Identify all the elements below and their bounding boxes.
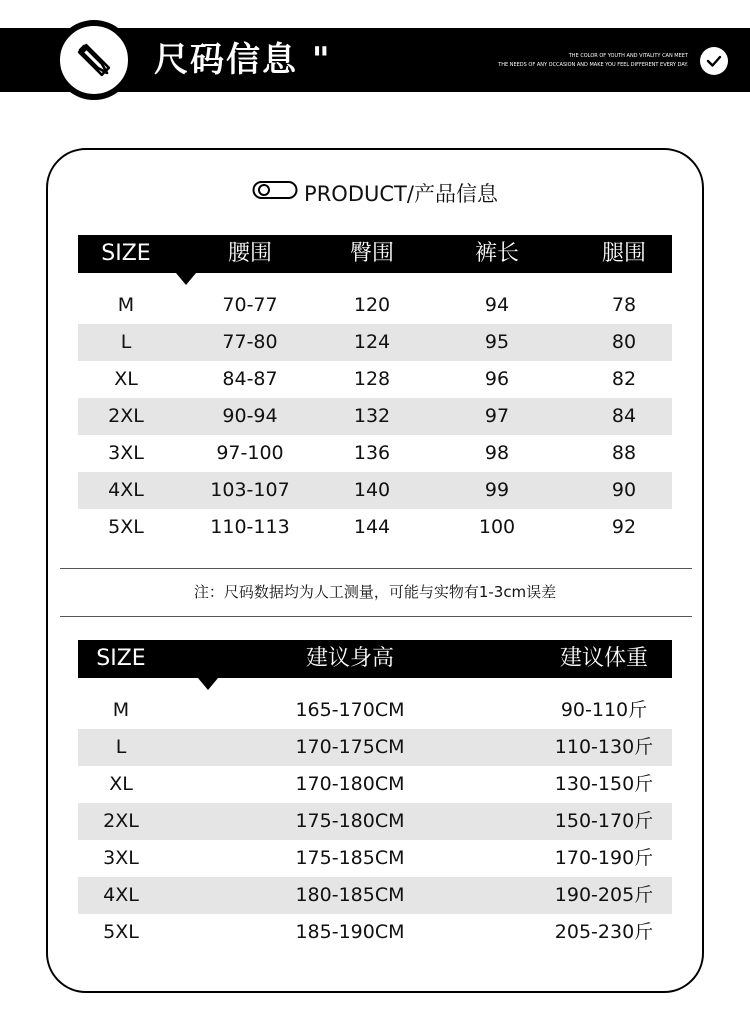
table-cell: 96	[484, 368, 510, 390]
table-cell: M	[112, 699, 130, 721]
table-cell: L	[120, 331, 132, 353]
table-cell: 5XL	[103, 921, 139, 943]
column-header: 腿围	[601, 241, 646, 266]
table-cell: 97-100	[216, 442, 284, 464]
column-header: 裤长	[474, 241, 519, 266]
table-cell: 90	[611, 479, 637, 501]
table-cell: 84-87	[222, 368, 278, 390]
table-cell: 70-77	[222, 294, 278, 316]
table-cell: XL	[109, 773, 133, 795]
table-cell: 185-190CM	[295, 921, 405, 943]
header-pointer	[176, 273, 196, 285]
table-cell: 90-110斤	[560, 699, 648, 721]
table-cell: 78	[611, 294, 637, 316]
table-header	[78, 640, 672, 678]
table-cell: 84	[611, 405, 637, 427]
table-cell: 88	[611, 442, 637, 464]
table-cell: 4XL	[103, 884, 139, 906]
table-cell: 77-80	[222, 331, 278, 353]
table-row	[78, 472, 672, 509]
divider	[60, 568, 692, 569]
table-cell: 165-170CM	[295, 699, 405, 721]
table-row	[78, 766, 672, 803]
table-row	[78, 398, 672, 435]
table-cell: 205-230斤	[554, 921, 654, 943]
table-cell: 175-180CM	[295, 810, 405, 832]
tagline-line-2: THE NEEDS OF ANY OCCASION AND MAKE YOU FEEL DIFFERENT EVERY DAY.	[498, 62, 688, 68]
table-cell: 82	[611, 368, 637, 390]
table-cell: 170-175CM	[295, 736, 405, 758]
header-tagline	[498, 52, 688, 70]
table-cell: 99	[484, 479, 510, 501]
table-cell: 110-113	[210, 516, 290, 538]
table-cell: 90-94	[222, 405, 278, 427]
fit-recommendation-table	[78, 640, 672, 951]
section-title-text: PRODUCT/产品信息	[304, 182, 498, 206]
table-cell: 180-185CM	[295, 884, 405, 906]
table-cell: 140	[353, 479, 391, 501]
table-cell: 4XL	[108, 479, 144, 501]
table-cell: 120	[353, 294, 391, 316]
page-title: 尺码信息 "	[154, 40, 332, 80]
table-cell: 98	[484, 442, 510, 464]
table-row	[78, 877, 672, 914]
table-cell: 175-185CM	[295, 847, 405, 869]
table-row	[78, 287, 672, 324]
table-cell: 97	[484, 405, 510, 427]
table-row	[78, 729, 672, 766]
size-measurement-table	[78, 235, 672, 546]
table-row	[78, 840, 672, 877]
table-cell: 5XL	[108, 516, 144, 538]
table-row	[78, 692, 672, 729]
table-cell: 128	[353, 368, 391, 390]
table-cell: 95	[484, 331, 510, 353]
table-cell: 103-107	[210, 479, 290, 501]
table-cell: 150-170斤	[554, 810, 654, 832]
tagline-line-1: THE COLOR OF YOUTH AND VITALITY CAN MEET	[568, 53, 688, 59]
column-header: 臀围	[349, 241, 394, 266]
table-cell: 3XL	[103, 847, 139, 869]
table-row	[78, 435, 672, 472]
table-row	[78, 509, 672, 546]
ruler-pencil-icon	[54, 20, 134, 100]
column-header: 腰围	[227, 241, 272, 266]
section-title	[0, 178, 750, 210]
table-cell: 2XL	[103, 810, 139, 832]
measurement-note: 注：尺码数据均为人工测量，可能与实物有1-3cm误差	[193, 583, 557, 601]
table-row	[78, 803, 672, 840]
table-row	[78, 361, 672, 398]
table-cell: 190-205斤	[554, 884, 654, 906]
table-cell: 100	[478, 516, 516, 538]
check-icon	[700, 47, 728, 75]
table-cell: 132	[353, 405, 391, 427]
table-cell: 170-180CM	[295, 773, 405, 795]
table-cell: 130-150斤	[554, 773, 654, 795]
table-cell: 92	[611, 516, 637, 538]
table-cell: 170-190斤	[554, 847, 654, 869]
table-cell: XL	[114, 368, 138, 390]
column-header: SIZE	[101, 241, 151, 266]
table-cell: 3XL	[108, 442, 144, 464]
table-cell: 136	[353, 442, 391, 464]
column-header: 建议身高	[305, 646, 394, 671]
column-header: SIZE	[96, 646, 146, 671]
table-cell: 2XL	[108, 405, 144, 427]
table-cell: 144	[353, 516, 391, 538]
table-cell: 94	[484, 294, 510, 316]
column-header: 建议体重	[559, 646, 648, 671]
table-cell: 110-130斤	[554, 736, 654, 758]
table-row	[78, 324, 672, 361]
table-header	[78, 235, 672, 273]
table-cell: M	[117, 294, 135, 316]
divider	[60, 616, 692, 617]
table-cell: L	[115, 736, 127, 758]
toggle-icon	[252, 177, 298, 209]
table-row	[78, 914, 672, 951]
header-pointer	[198, 678, 218, 690]
table-cell: 124	[353, 331, 391, 353]
table-cell: 80	[611, 331, 637, 353]
